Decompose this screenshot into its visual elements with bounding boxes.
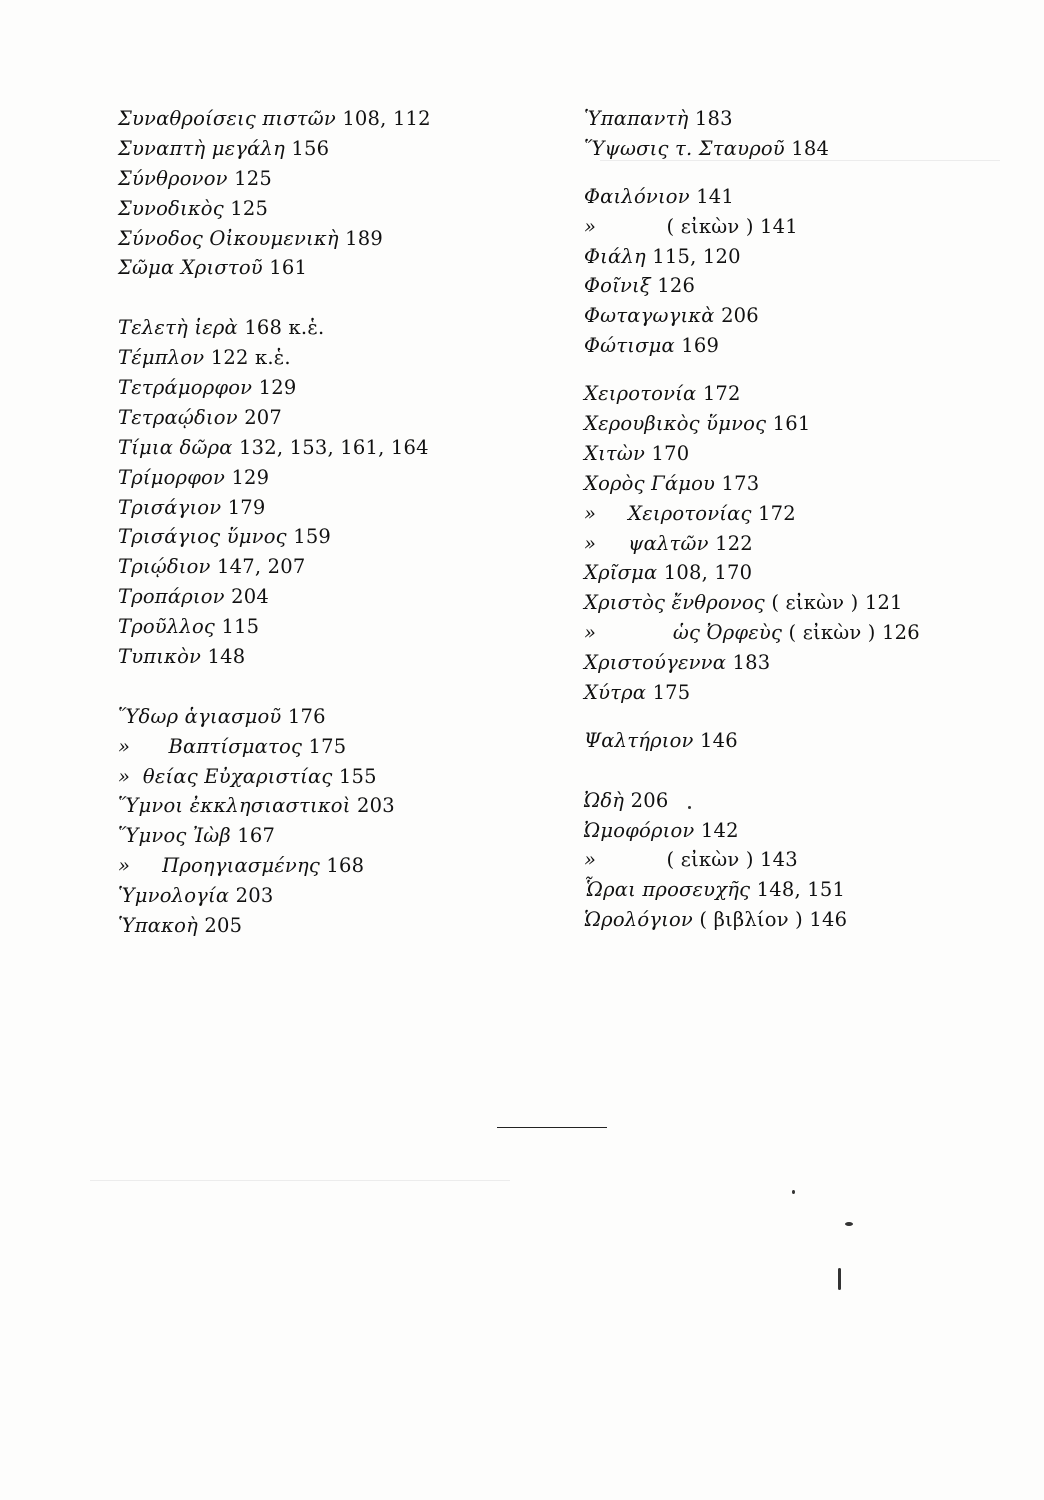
index-entry [584,301,1024,331]
index-entry [118,702,538,732]
index-pages: 205 [204,914,243,938]
index-term: Φαιλόνιον [584,184,690,208]
index-pages: 172 [702,382,741,406]
index-pages: 203 [357,794,395,818]
index-pages: 175 [308,734,347,758]
index-term: Ὕμνος Ἰὼβ [118,824,231,848]
index-term: Τετραῴδιον [118,405,238,429]
index-pages: 204 [231,585,269,609]
print-speck [838,1268,841,1290]
index-entry [584,469,1024,499]
index-entry [118,612,538,642]
index-entry [118,224,538,254]
index-pages: 115, 120 [652,244,741,268]
index-term: Τυπικὸν [118,645,202,669]
index-entry [118,373,538,403]
index-entry [118,403,538,433]
index-entry [584,678,1024,708]
index-entry [584,104,1024,134]
index-entry [118,732,538,762]
index-entry [584,439,1024,469]
show-through-line [600,160,1000,161]
index-entry [584,786,1024,816]
index-pages: 129 [258,376,297,400]
index-entry [118,642,538,672]
index-pages: 176 [287,704,326,728]
index-entry [584,331,1024,361]
index-pages: 168 [326,854,365,878]
index-pages: 167 [237,824,276,848]
index-term: Τίμια δῶρα [118,435,233,459]
index-term: » Βαπτίσματος [118,734,303,758]
index-entry [584,379,1024,409]
index-term: Σύνθρονον [118,166,228,190]
index-pages: 170 [651,441,690,465]
index-entry [584,182,1024,212]
index-term: » Προηγιασμένης [118,854,320,878]
index-pages: 168 κ.ἑ. [244,316,325,340]
section-gap [584,708,1024,726]
index-pages: 108, 170 [663,561,753,585]
index-pages: 155 [338,764,377,788]
section-gap [584,756,1024,786]
index-entry [118,791,538,821]
index-entry [118,851,538,881]
index-term: Χρῖσμα [584,561,658,585]
index-entry [118,552,538,582]
index-pages: 169 [681,334,720,358]
index-pages: 206 [630,788,669,812]
index-pages: 146 [700,728,738,752]
index-term: Ὕψωσις τ. Σταυροῦ [584,136,785,160]
index-pages: 148, 151 [756,878,846,902]
index-pages: 173 [721,471,760,495]
index-term: Τροπάριον [118,585,225,609]
index-term: Τροῦλλος [118,615,216,639]
index-term: Ὑπακοὴ [118,914,198,938]
index-term: Χριστούγεννα [584,651,727,675]
index-column-right [584,104,1024,935]
index-term: Χιτὼν [584,441,646,465]
index-entry [118,911,538,941]
index-pages: 148 [207,645,246,669]
index-entry [584,618,1024,648]
index-term: Τρισάγιος ὕμνος [118,525,287,549]
index-term: Σύνοδος Οἰκουμενικὴ [118,226,339,250]
index-entry [118,343,538,373]
index-pages: 142 [700,818,739,842]
index-pages: ( εἰκὼν ) 143 [666,848,798,872]
index-term: Ὕδωρ ἁγιασμοῦ [118,704,282,728]
index-entry [118,134,538,164]
index-entry [584,558,1024,588]
index-term: Ὡρολόγιον [584,908,693,932]
index-term: » θείας Εὐχαριστίας [118,764,333,788]
index-term: Συνοδικὸς [118,196,224,220]
print-speck [792,1190,795,1194]
index-term: Ὧραι προσευχῆς [584,878,751,902]
index-term: Τέμπλον [118,346,205,370]
index-entry [584,588,1024,618]
end-rule [497,1127,607,1128]
index-pages: 156 [291,136,330,160]
index-pages: 141 [696,184,735,208]
index-pages: 184 [791,136,830,160]
index-pages: 159 [293,525,332,549]
index-term: Σῶμα Χριστοῦ [118,256,263,280]
index-pages: 183 [732,651,771,675]
print-speck [845,1222,853,1226]
index-pages: 122 [715,531,753,555]
index-pages: 161 [772,412,811,436]
index-pages: 207 [244,405,283,429]
section-gap [118,283,538,313]
index-term: Ὕμνοι ἐκκλησιαστικοὶ [118,794,351,818]
index-entry [118,463,538,493]
index-entry [584,816,1024,846]
index-pages: 175 [652,681,691,705]
index-term: Τρισάγιον [118,495,222,519]
index-entry [118,493,538,523]
index-entry [118,582,538,612]
index-entry [118,881,538,911]
index-entry [584,409,1024,439]
index-pages: ( εἰκὼν ) 121 [771,591,903,615]
index-term: Ὠδὴ [584,788,625,812]
index-term: » [584,848,661,872]
print-speck [688,806,691,809]
index-entry [118,194,538,224]
index-term: Τρίμορφον [118,465,226,489]
index-pages: 206 [721,304,759,328]
index-entry [584,242,1024,272]
index-entry [118,104,538,134]
index-term: Ὠμοφόριον [584,818,695,842]
index-entry [584,271,1024,301]
index-entry [118,164,538,194]
index-term: Ψαλτήριον [584,728,694,752]
index-pages: ( βιβλίον ) 146 [699,908,848,932]
index-term: Φωταγωγικὰ [584,304,715,328]
index-term: Ὑπαπαντὴ [584,107,689,130]
index-term: Χορὸς Γάμου [584,471,716,495]
index-term: Φώτισμα [584,334,675,358]
index-pages: 132, 153, 161, 164 [239,435,429,459]
index-pages: 183 [694,107,733,130]
index-term: » [584,214,661,238]
index-pages: 129 [231,465,270,489]
index-entry [118,821,538,851]
index-entry [118,762,538,792]
index-term: Χύτρα [584,681,647,705]
section-gap [118,672,538,702]
index-entry [118,313,538,343]
index-entry [584,845,1024,875]
index-term: Φοῖνιξ [584,274,651,298]
section-gap [584,361,1024,379]
show-through-line [90,1180,510,1181]
index-entry [118,522,538,552]
index-term: Τετράμορφον [118,376,253,400]
index-entry [584,212,1024,242]
index-entry [584,499,1024,529]
index-entry [118,433,538,463]
index-pages: ( εἰκὼν ) 126 [788,621,920,645]
index-pages: 115 [221,615,260,639]
index-entry [584,905,1024,935]
index-term: Τελετὴ ἱερὰ [118,316,238,340]
index-pages: 203 [235,884,274,908]
index-term: Χειροτονία [584,382,697,406]
index-column-left [118,104,538,941]
index-pages: 122 κ.ἑ. [210,346,291,370]
index-pages: 147, 207 [217,555,306,579]
index-term: Φιάλη [584,244,646,268]
index-pages: 172 [758,501,796,525]
index-pages: 179 [227,495,266,519]
index-pages: 189 [345,226,383,250]
index-entry [584,529,1024,559]
index-pages: 125 [230,196,269,220]
index-entry [584,875,1024,905]
index-term: Συναπτὴ μεγάλη [118,136,285,160]
index-term: Χερουβικὸς ὕμνος [584,412,767,436]
index-entry [584,726,1024,756]
index-pages: 126 [657,274,696,298]
index-term: Συναθροίσεις πιστῶν [118,107,336,130]
index-term: » ὡς Ὀρφεὺς [584,621,783,645]
section-gap [584,164,1024,182]
index-term: Χριστὸς ἔνθρονος [584,591,765,615]
index-pages: 108, 112 [342,107,431,130]
index-entry [118,253,538,283]
index-term: Ὑμνολογία [118,884,230,908]
index-term: » Χειροτονίας [584,501,752,525]
index-pages: 125 [234,166,272,190]
index-term: » ψαλτῶν [584,531,709,555]
index-pages: 161 [269,256,308,280]
index-entry [584,648,1024,678]
index-pages: ( εἰκὼν ) 141 [666,214,798,238]
index-term: Τριῴδιον [118,555,211,579]
